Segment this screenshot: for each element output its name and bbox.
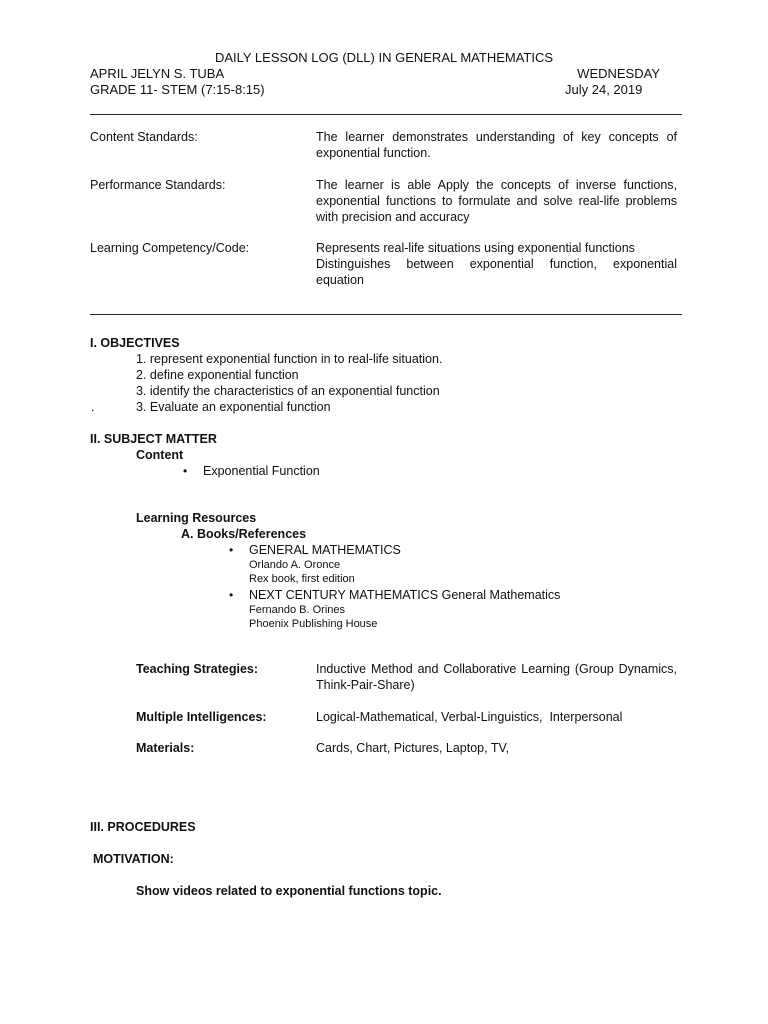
bullet-icon: • xyxy=(229,588,234,602)
content-item: Exponential Function xyxy=(203,464,320,478)
bullet-icon: • xyxy=(183,464,188,478)
standards-divider xyxy=(90,314,682,315)
teacher-name: APRIL JELYN S. TUBA xyxy=(90,66,225,81)
performance-standards-label: Performance Standards: xyxy=(90,178,226,192)
content-standards-label: Content Standards: xyxy=(90,130,198,144)
book-title: NEXT CENTURY MATHEMATICS General Mathematics xyxy=(249,588,561,602)
learning-resources-label: Learning Resources xyxy=(136,511,257,525)
book-publisher: Rex book, first edition xyxy=(249,573,355,585)
materials-text: Cards, Chart, Pictures, Laptop, TV, xyxy=(316,741,510,755)
content-standards-text: The learner demonstrates understanding of key concepts of exponential function. xyxy=(316,130,677,160)
book-title: GENERAL MATHEMATICS xyxy=(249,543,401,557)
book-author: Fernando B. Orines xyxy=(249,604,345,616)
teaching-strategies-label: Teaching Strategies: xyxy=(136,662,259,676)
learning-competency-label: Learning Competency/Code: xyxy=(90,241,250,255)
content-label: Content xyxy=(136,448,184,462)
materials-label: Materials: xyxy=(136,741,195,755)
objective-item: 3. identify the characteristics of an exponential function xyxy=(136,384,440,398)
multiple-intelligences-label: Multiple Intelligences: xyxy=(136,710,267,724)
motivation-label: MOTIVATION: xyxy=(93,852,174,866)
multiple-intelligences-text: Logical-Mathematical, Verbal-Linguistics, Interpersonal xyxy=(316,710,623,724)
lesson-date: July 24, 2019 xyxy=(565,82,643,97)
objective-item: 1. represent exponential function in to real-life situation. xyxy=(136,352,443,366)
objectives-heading: I. OBJECTIVES xyxy=(90,336,180,350)
motivation-text: Show videos related to exponential functions topic. xyxy=(136,884,442,898)
teaching-strategies-text: Inductive Method and Collaborative Learning (Group Dynamics, Think-Pair-Share) xyxy=(316,662,677,692)
performance-standards-text: The learner is able Apply the concepts of inverse functions, exponential functions to formulate and solve real-life problems with precision and accuracy xyxy=(316,178,677,224)
books-references-label: A. Books/References xyxy=(181,527,307,541)
book-author: Orlando A. Oronce xyxy=(249,559,341,571)
subject-matter-heading: II. SUBJECT MATTER xyxy=(90,432,217,446)
header-divider xyxy=(90,114,682,115)
objective-item: 3. Evaluate an exponential function xyxy=(136,400,331,414)
book-publisher: Phoenix Publishing House xyxy=(249,618,378,630)
stray-period: . xyxy=(91,400,95,414)
learning-competency-line-1: Represents real-life situations using exponential functions xyxy=(316,241,635,255)
learning-competency-line-2: Distinguishes between exponential function, exponential equation xyxy=(316,257,677,287)
grade-section: GRADE 11- STEM (7:15-8:15) xyxy=(90,82,265,97)
day-of-week: WEDNESDAY xyxy=(577,66,660,81)
objective-item: 2. define exponential function xyxy=(136,368,299,382)
bullet-icon: • xyxy=(229,543,234,557)
document-title: DAILY LESSON LOG (DLL) IN GENERAL MATHEMATICS xyxy=(214,50,554,65)
procedures-heading: III. PROCEDURES xyxy=(90,820,196,834)
